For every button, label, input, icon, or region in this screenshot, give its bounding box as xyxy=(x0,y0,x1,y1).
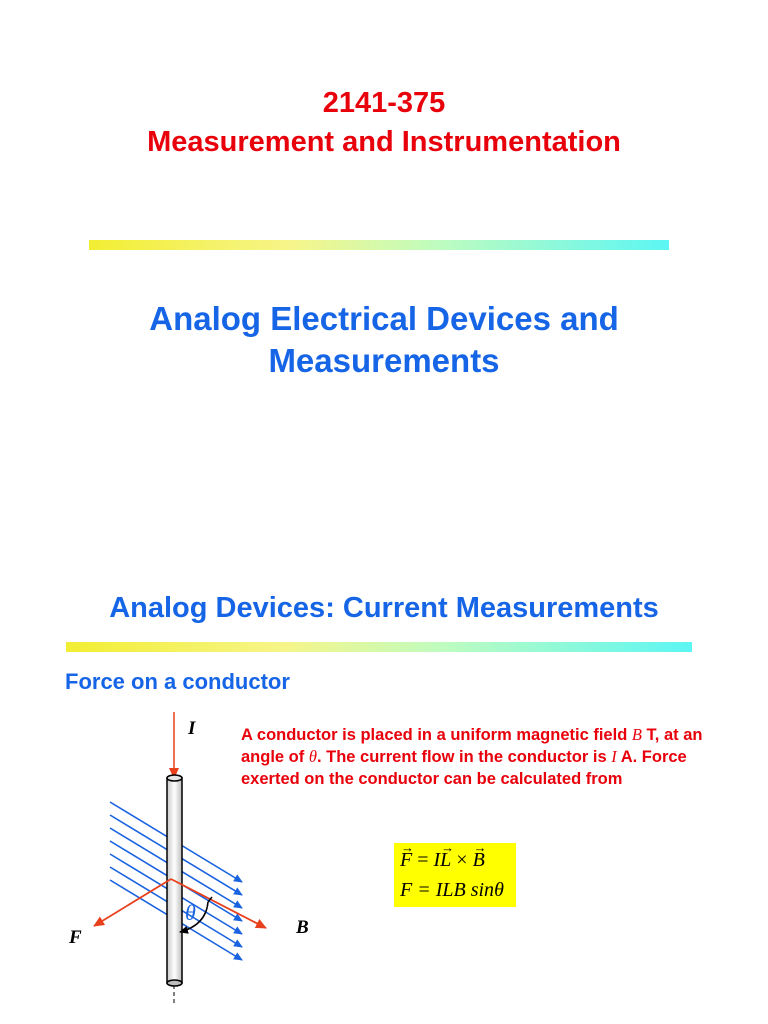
para-text-1: A conductor is placed in a uniform magnetic field xyxy=(241,726,632,744)
lecture-title: Analog Electrical Devices and Measurements xyxy=(149,300,619,379)
label-angle: θ xyxy=(185,900,196,925)
vec-l: → L xyxy=(440,845,451,875)
var-i-formula: I xyxy=(433,849,441,871)
para-text-4: A. Force exerted on the conductor can be calculated from xyxy=(241,748,687,788)
var-b: B xyxy=(631,725,642,744)
eq-sign: = xyxy=(412,849,434,871)
theta-formula: θ xyxy=(494,879,504,901)
cross-sign: × xyxy=(451,849,473,871)
label-force: F xyxy=(69,927,82,948)
divider-bar xyxy=(89,240,669,250)
vec-b: → B xyxy=(473,845,485,875)
subtitle: Force on a conductor xyxy=(65,669,290,694)
divider-bar-2 xyxy=(66,642,692,652)
scalar-formula: F = ILB sin xyxy=(400,879,495,901)
slide-title: Analog Devices: Current Measurements xyxy=(109,592,659,624)
label-field: B xyxy=(296,917,309,938)
label-current: I xyxy=(188,718,196,739)
var-theta: θ xyxy=(308,747,317,766)
course-code: 2141-375 xyxy=(322,87,446,119)
var-i: I xyxy=(611,747,617,766)
para-text-2: T, at an angle of xyxy=(241,726,703,766)
force-arrow xyxy=(94,879,171,926)
conductor-diagram xyxy=(0,700,768,1024)
vec-f: → F xyxy=(400,845,412,875)
para-text-3: . The current flow in the conductor is xyxy=(316,748,612,766)
course-title: Measurement and Instrumentation xyxy=(147,126,621,158)
